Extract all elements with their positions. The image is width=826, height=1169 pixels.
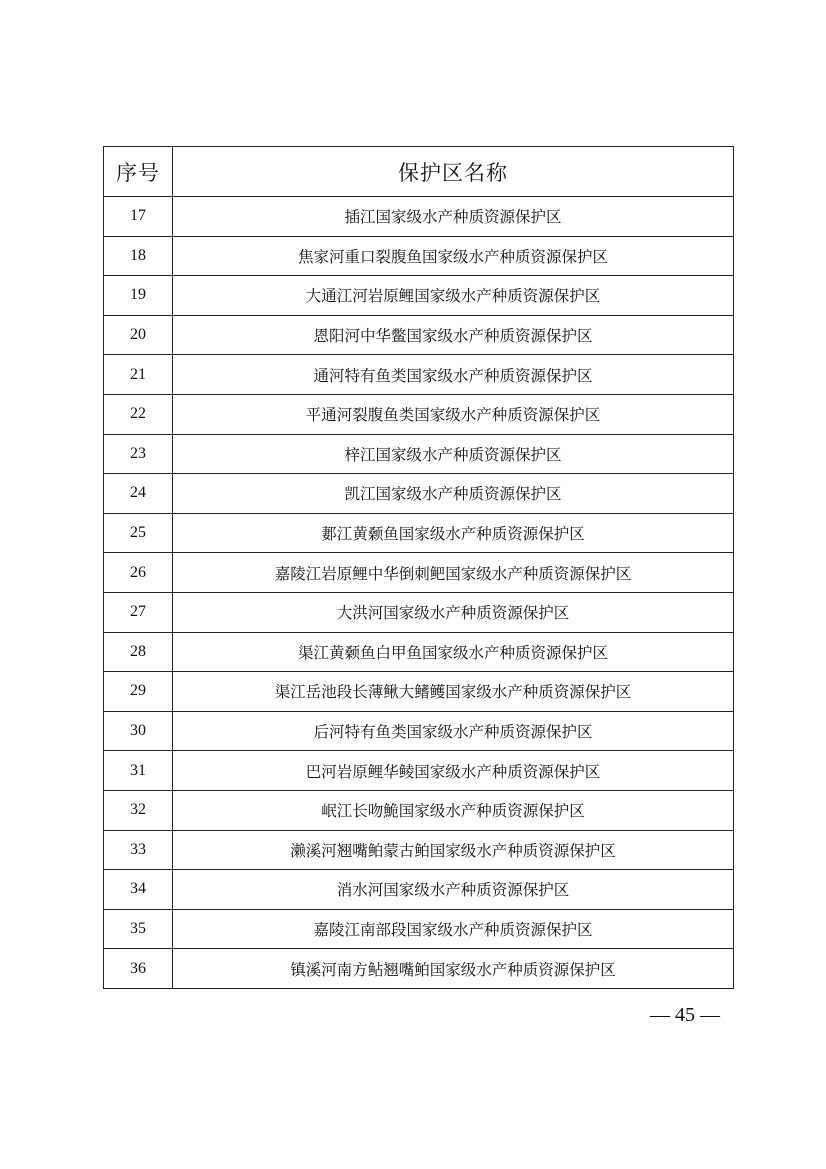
table-row [104,949,734,989]
row-serial-number: 26 [104,553,173,593]
table-row [104,592,734,632]
row-serial-number: 18 [104,236,173,276]
header-serial-number: 序号 [104,147,173,197]
table-row [104,434,734,474]
row-reserve-name: 渠江黄颡鱼白甲鱼国家级水产种质资源保护区 [173,632,734,672]
reserve-table [103,146,734,989]
row-serial-number: 36 [104,949,173,989]
row-reserve-name: 岷江长吻鮠国家级水产种质资源保护区 [173,790,734,830]
table-header-row [104,147,734,197]
row-serial-number: 33 [104,830,173,870]
row-reserve-name: 镇溪河南方鲇翘嘴鲌国家级水产种质资源保护区 [173,949,734,989]
header-reserve-name: 保护区名称 [173,147,734,197]
row-reserve-name: 渠江岳池段长薄鳅大鳍鳠国家级水产种质资源保护区 [173,672,734,712]
row-reserve-name: 巴河岩原鲤华鲮国家级水产种质资源保护区 [173,751,734,791]
table-row [104,672,734,712]
row-serial-number: 24 [104,474,173,514]
table-row [104,553,734,593]
row-reserve-name: 凯江国家级水产种质资源保护区 [173,474,734,514]
row-reserve-name: 梓江国家级水产种质资源保护区 [173,434,734,474]
row-serial-number: 23 [104,434,173,474]
table-row [104,394,734,434]
row-serial-number: 20 [104,315,173,355]
row-serial-number: 19 [104,276,173,316]
table-row [104,751,734,791]
page-number: — 45 — [650,1004,720,1026]
table-row [104,830,734,870]
row-reserve-name: 大洪河国家级水产种质资源保护区 [173,592,734,632]
table-row [104,711,734,751]
table-row [104,355,734,395]
row-reserve-name: 后河特有鱼类国家级水产种质资源保护区 [173,711,734,751]
row-reserve-name: 嘉陵江岩原鲤中华倒刺鲃国家级水产种质资源保护区 [173,553,734,593]
table-row [104,909,734,949]
row-serial-number: 28 [104,632,173,672]
table-row [104,276,734,316]
table-row [104,870,734,910]
row-reserve-name: 焦家河重口裂腹鱼国家级水产种质资源保护区 [173,236,734,276]
table-row [104,197,734,237]
row-reserve-name: 平通河裂腹鱼类国家级水产种质资源保护区 [173,394,734,434]
row-serial-number: 27 [104,592,173,632]
table-body [104,197,734,989]
row-serial-number: 21 [104,355,173,395]
row-reserve-name: 消水河国家级水产种质资源保护区 [173,870,734,910]
table-row [104,513,734,553]
table-row [104,632,734,672]
row-serial-number: 34 [104,870,173,910]
table-row [104,236,734,276]
row-reserve-name: 嘉陵江南部段国家级水产种质资源保护区 [173,909,734,949]
row-serial-number: 32 [104,790,173,830]
table-row [104,790,734,830]
row-serial-number: 31 [104,751,173,791]
table-row [104,474,734,514]
row-reserve-name: 濑溪河翘嘴鲌蒙古鲌国家级水产种质资源保护区 [173,830,734,870]
row-reserve-name: 郪江黄颡鱼国家级水产种质资源保护区 [173,513,734,553]
row-serial-number: 30 [104,711,173,751]
row-serial-number: 35 [104,909,173,949]
row-serial-number: 17 [104,197,173,237]
row-reserve-name: 大通江河岩原鲤国家级水产种质资源保护区 [173,276,734,316]
row-serial-number: 25 [104,513,173,553]
table-row [104,315,734,355]
row-reserve-name: 插江国家级水产种质资源保护区 [173,197,734,237]
row-serial-number: 29 [104,672,173,712]
row-reserve-name: 通河特有鱼类国家级水产种质资源保护区 [173,355,734,395]
row-serial-number: 22 [104,394,173,434]
row-reserve-name: 恩阳河中华鳖国家级水产种质资源保护区 [173,315,734,355]
